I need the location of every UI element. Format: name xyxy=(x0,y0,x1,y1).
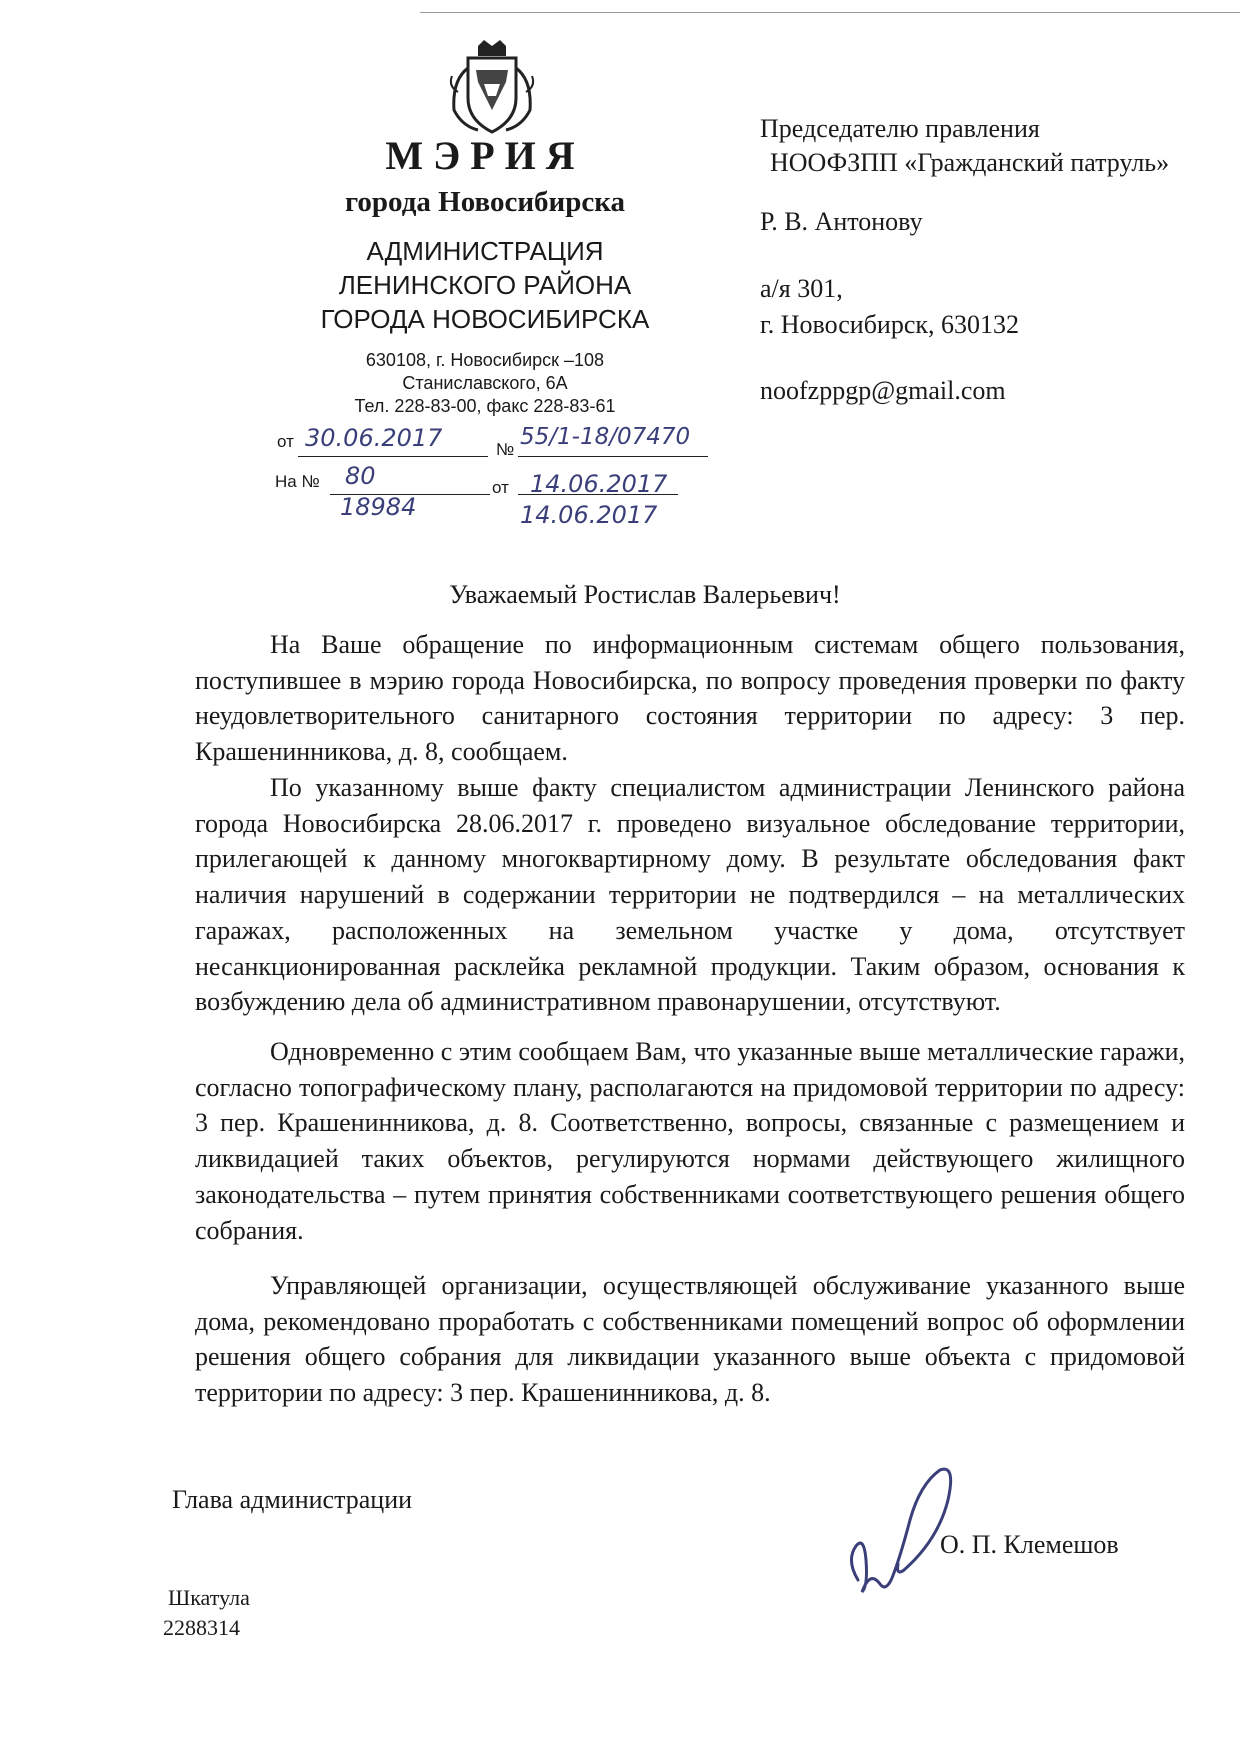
signatory-title: Глава администрации xyxy=(172,1485,413,1514)
number-label: № xyxy=(496,440,515,459)
salutation: Уважаемый Ростислав Валерьевич! xyxy=(449,580,841,609)
reference-date-2: 14.06.2017 xyxy=(520,501,658,529)
number-underline xyxy=(518,456,708,457)
outgoing-date: 30.06.2017 xyxy=(305,424,443,452)
date-label: от xyxy=(277,432,294,451)
admin-line-3: ГОРОДА НОВОСИБИРСКА xyxy=(320,304,650,334)
recipient-line-2: НООФЗПП «Гражданский патруль» xyxy=(770,148,1170,177)
executor-phone: 2288314 xyxy=(163,1615,240,1640)
admin-line-2: ЛЕНИНСКОГО РАЙОНА xyxy=(338,270,632,300)
city-name: города Новосибирска xyxy=(344,186,626,218)
recipient-city: г. Новосибирск, 630132 xyxy=(760,310,1020,339)
recipient-po-box: а/я 301, xyxy=(760,274,843,303)
paragraph-4: Управляющей организации, осуществляющей обслуживание указанного выше дома, рекомендовано проработать с собственниками помещений вопрос об оформлении решения общего собрания для ликвидации указанного выше объекта с придомовой территории по адресу: 3 пер. Крашенинникова, д. 8. xyxy=(195,1271,1185,1408)
outgoing-number: 55/1-18/07470 xyxy=(520,424,691,450)
paragraph-1: На Ваше обращение по информационным системам общего пользования, поступившее в мэрию города Новосибирска, по вопросу проведения проверки по факту неудовлетворительного санитарного состояния территории по адресу: 3 пер. Крашенинникова, д. 8, сообщаем. xyxy=(195,630,1185,767)
date-underline xyxy=(298,456,488,457)
signatory-name: О. П. Клемешов xyxy=(940,1530,1119,1559)
reference-number: 80 xyxy=(345,462,376,490)
paragraph-2: По указанному выше факту специалистом администрации Ленинского района города Новосибирска 28.06.2017 г. проведено визуальное обследование территории, прилегающей к данному многоквартирному дому. В результате обследования факт наличия нарушений в содержании территории не подтвердился – на металлических гаражах, расположенных на земельном участке у дома, отсутствует несанкционированная расклейка рекламной продукции. Таким образом, основания к возбуждению дела об административном правонарушении, отсутствуют. xyxy=(195,773,1185,1017)
recipient-name: Р. В. Антонову xyxy=(760,207,923,236)
executor-name: Шкатула xyxy=(168,1585,250,1610)
reference-number-2: 18984 xyxy=(340,493,417,521)
mayor-office-title: МЭРИЯ xyxy=(385,133,585,178)
coat-of-arms-icon xyxy=(448,40,536,136)
phone-fax-line: Тел. 228-83-00, факс 228-83-61 xyxy=(354,396,616,416)
reference-date: 14.06.2017 xyxy=(530,470,668,498)
admin-line-1: АДМИНИСТРАЦИЯ xyxy=(366,236,604,266)
address-line-2: Станиславского, 6А xyxy=(402,373,568,393)
reference-date-label: от xyxy=(492,478,509,497)
paragraph-3: Одновременно с этим сообщаем Вам, что указанные выше металлические гаражи, согласно топографическому плану, располагаются на придомовой территории по адресу: 3 пер. Крашенинникова, д. 8. Соответственно, вопросы, связанные с размещением и ликвидацией таких объектов, регулируются нормами действующего жилищного законодательства – путем принятия собственниками соответствующего решения общего собрания. xyxy=(195,1037,1185,1245)
reference-label: На № xyxy=(275,472,320,491)
recipient-email: noofzppgp@gmail.com xyxy=(760,376,1006,405)
recipient-line-1: Председателю правления xyxy=(760,114,1040,143)
top-border-line xyxy=(420,12,1240,13)
address-line-1: 630108, г. Новосибирск –108 xyxy=(365,350,605,370)
